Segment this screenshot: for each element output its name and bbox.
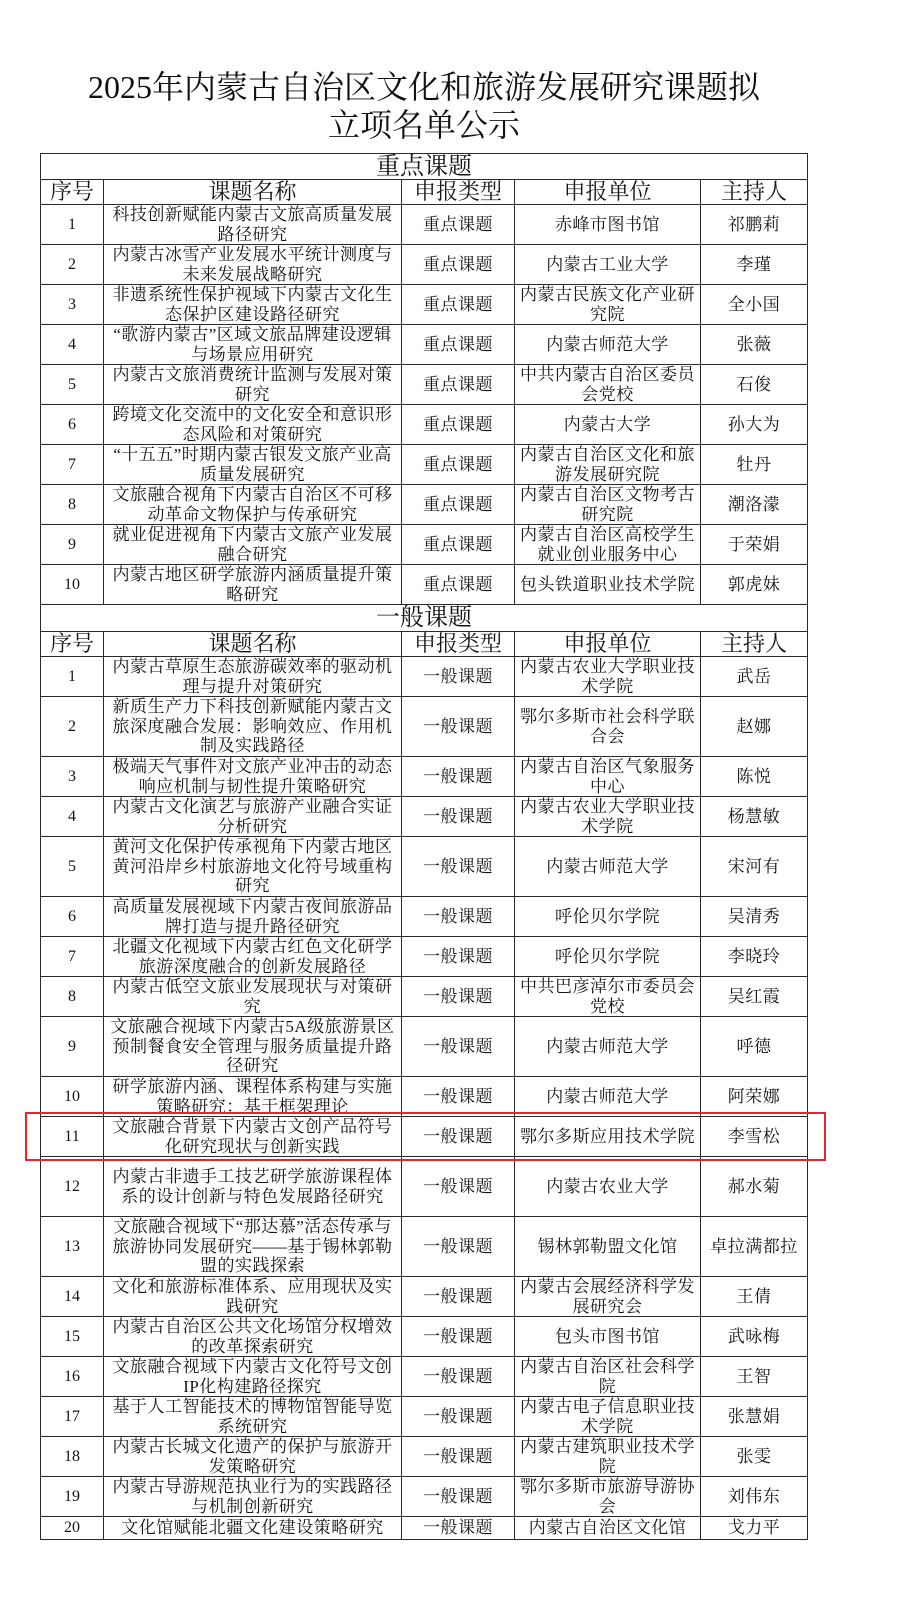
applicant-unit-cell: 内蒙古自治区社会科学院 xyxy=(515,1357,701,1396)
table-row xyxy=(41,977,807,1017)
applicant-unit-cell: 内蒙古师范大学 xyxy=(515,837,701,896)
project-title-cell: 高质量发展视域下内蒙古夜间旅游品牌打造与提升路径研究 xyxy=(104,897,402,936)
row-number-cell: 3 xyxy=(41,285,104,324)
host-cell: 吴红霞 xyxy=(727,986,781,1006)
host-cell: 石俊 xyxy=(736,374,772,394)
project-title-cell: 内蒙古导游规范执业行为的实践路径与机制创新研究 xyxy=(104,1477,402,1516)
project-type-cell: 重点课题 xyxy=(402,325,515,364)
project-type-cell: 一般课题 xyxy=(402,1017,515,1076)
row-number-cell: 5 xyxy=(41,837,104,896)
project-title-cell: 内蒙古地区研学旅游内涵质量提升策略研究 xyxy=(104,565,402,604)
project-type-cell: 一般课题 xyxy=(402,1277,515,1316)
project-type-cell: 重点课题 xyxy=(402,285,515,324)
host-cell: 戈力平 xyxy=(727,1518,781,1538)
project-type-cell: 一般课题 xyxy=(402,1217,515,1276)
table-row xyxy=(41,837,807,897)
project-title-cell: 文化和旅游标准体系、应用现状及实践研究 xyxy=(104,1277,402,1316)
project-title-cell: 极端天气事件对文旅产业冲击的动态响应机制与韧性提升策略研究 xyxy=(104,757,402,796)
row-number-cell: 12 xyxy=(41,1157,104,1216)
applicant-unit-cell: 内蒙古会展经济科学发展研究会 xyxy=(515,1277,701,1316)
row-number-cell: 8 xyxy=(41,485,104,524)
applicant-unit-cell: 呼伦贝尔学院 xyxy=(515,897,701,936)
applicant-unit-cell: 内蒙古自治区气象服务中心 xyxy=(515,757,701,796)
host-cell: 张薇 xyxy=(736,334,772,354)
applicant-unit-cell: 内蒙古大学 xyxy=(515,405,701,444)
project-title-cell: 黄河文化保护传承视角下内蒙古地区黄河沿岸乡村旅游地文化符号域重构研究 xyxy=(104,837,402,896)
host-cell: 李雪松 xyxy=(727,1126,781,1146)
table-row xyxy=(41,1517,807,1540)
host-cell: 陈悦 xyxy=(736,766,772,786)
applicant-unit-cell: 内蒙古民族文化产业研究院 xyxy=(515,285,701,324)
applicant-unit-cell: 内蒙古自治区高校学生就业创业服务中心 xyxy=(515,525,701,564)
row-number-cell: 9 xyxy=(41,525,104,564)
table-row xyxy=(41,1157,807,1217)
project-title-cell: 文旅融合视域下内蒙古文化符号文创IP化构建路径探究 xyxy=(104,1357,402,1396)
project-title-cell: 文旅融合背景下内蒙古文创产品符号化研究现状与创新实践 xyxy=(104,1117,402,1156)
table-row xyxy=(41,405,807,445)
project-title-cell: 内蒙古自治区公共文化场馆分权增效的改革探索研究 xyxy=(104,1317,402,1356)
applicant-unit-cell: 鄂尔多斯市旅游导游协会 xyxy=(515,1477,701,1516)
host-cell: 阿荣娜 xyxy=(727,1086,781,1106)
project-type-cell: 一般课题 xyxy=(402,977,515,1016)
applicant-unit-cell: 内蒙古自治区文化馆 xyxy=(515,1517,701,1539)
row-number-cell: 10 xyxy=(41,1077,104,1116)
table-row xyxy=(41,325,807,365)
row-number-cell: 20 xyxy=(41,1517,104,1539)
project-title-cell: “歌游内蒙古”区域文旅品牌建设逻辑与场景应用研究 xyxy=(104,325,402,364)
table-row xyxy=(41,565,807,605)
applicant-unit-cell: 内蒙古农业大学 xyxy=(515,1157,701,1216)
table-row xyxy=(41,657,807,697)
project-title-cell: 内蒙古长城文化遗产的保护与旅游开发策略研究 xyxy=(104,1437,402,1476)
host-cell: 祁鹏莉 xyxy=(727,214,781,234)
row-number-cell: 17 xyxy=(41,1397,104,1436)
column-header-unit: 申报单位 xyxy=(515,180,701,204)
host-cell: 吴清秀 xyxy=(727,906,781,926)
host-cell: 全小国 xyxy=(727,294,781,314)
table-row xyxy=(41,1357,807,1397)
project-title-cell: 新质生产力下科技创新赋能内蒙古文旅深度融合发展：影响效应、作用机制及实践路径 xyxy=(104,697,402,756)
project-title-cell: 科技创新赋能内蒙古文旅高质量发展路径研究 xyxy=(104,205,402,244)
host-cell: 杨慧敏 xyxy=(727,806,781,826)
project-title-cell: 基于人工智能技术的博物馆智能导览系统研究 xyxy=(104,1397,402,1436)
row-number-cell: 19 xyxy=(41,1477,104,1516)
table-row xyxy=(41,1077,807,1117)
row-number-cell: 1 xyxy=(41,205,104,244)
host-cell: 于荣娟 xyxy=(727,534,781,554)
project-type-cell: 一般课题 xyxy=(402,757,515,796)
applicant-unit-cell: 内蒙古建筑职业技术学院 xyxy=(515,1437,701,1476)
table-row xyxy=(41,757,807,797)
table-row xyxy=(41,1477,807,1517)
project-title-cell: 文旅融合视域下“那达慕”活态传承与旅游协同发展研究——基于锡林郭勒盟的实践探索 xyxy=(104,1217,402,1276)
project-title-cell: 内蒙古草原生态旅游碳效率的驱动机理与提升对策研究 xyxy=(104,657,402,696)
row-number-cell: 7 xyxy=(41,937,104,976)
table-row xyxy=(41,697,807,757)
applicant-unit-cell: 赤峰市图书馆 xyxy=(515,205,701,244)
row-number-cell: 4 xyxy=(41,797,104,836)
table-row xyxy=(41,365,807,405)
row-number-cell: 5 xyxy=(41,365,104,404)
project-title-cell: 文化馆赋能北疆文化建设策略研究 xyxy=(104,1517,402,1539)
column-header-type: 申报类型 xyxy=(402,632,515,656)
project-type-cell: 重点课题 xyxy=(402,565,515,604)
table-row xyxy=(41,1317,807,1357)
row-number-cell: 18 xyxy=(41,1437,104,1476)
applicant-unit-cell: 中共内蒙古自治区委员会党校 xyxy=(515,365,701,404)
row-number-cell: 9 xyxy=(41,1017,104,1076)
table-row xyxy=(41,897,807,937)
host-cell: 武岳 xyxy=(736,666,772,686)
row-number-cell: 6 xyxy=(41,897,104,936)
applicant-unit-cell: 内蒙古师范大学 xyxy=(515,325,701,364)
project-title-cell: 内蒙古非遗手工技艺研学旅游课程体系的设计创新与特色发展路径研究 xyxy=(104,1157,402,1216)
applicant-unit-cell: 呼伦贝尔学院 xyxy=(515,937,701,976)
project-title-cell: 内蒙古文旅消费统计监测与发展对策研究 xyxy=(104,365,402,404)
title-line-1: 2025年内蒙古自治区文化和旅游发展研究课题拟 xyxy=(87,69,760,105)
project-type-cell: 一般课题 xyxy=(402,837,515,896)
host-cell: 宋河有 xyxy=(727,856,781,876)
applicant-unit-cell: 内蒙古自治区文化和旅游发展研究院 xyxy=(515,445,701,484)
title-line-2: 立项名单公示 xyxy=(327,107,520,143)
host-cell: 张慧娟 xyxy=(727,1406,781,1426)
column-header-title: 课题名称 xyxy=(104,180,402,204)
project-table xyxy=(40,153,808,1540)
table-row xyxy=(41,1437,807,1477)
table-row xyxy=(41,445,807,485)
host-cell: 武咏梅 xyxy=(727,1326,781,1346)
applicant-unit-cell: 内蒙古自治区文物考古研究院 xyxy=(515,485,701,524)
column-header-number: 序号 xyxy=(41,632,104,656)
row-number-cell: 2 xyxy=(41,245,104,284)
project-title-cell: 内蒙古低空文旅业发展现状与对策研究 xyxy=(104,977,402,1016)
table-row xyxy=(41,1397,807,1437)
row-number-cell: 6 xyxy=(41,405,104,444)
column-header-host: 主持人 xyxy=(720,180,787,204)
applicant-unit-cell: 内蒙古电子信息职业技术学院 xyxy=(515,1397,701,1436)
applicant-unit-cell: 鄂尔多斯应用技术学院 xyxy=(515,1117,701,1156)
host-cell: 牡丹 xyxy=(736,454,772,474)
host-cell: 郝水菊 xyxy=(727,1176,781,1196)
row-number-cell: 13 xyxy=(41,1217,104,1276)
host-cell: 赵娜 xyxy=(736,716,772,736)
applicant-unit-cell: 鄂尔多斯市社会科学联合会 xyxy=(515,697,701,756)
table-row xyxy=(41,1117,807,1157)
project-title-cell: 内蒙古文化演艺与旅游产业融合实证分析研究 xyxy=(104,797,402,836)
project-type-cell: 重点课题 xyxy=(402,405,515,444)
host-cell: 卓拉满都拉 xyxy=(710,1236,798,1256)
project-type-cell: 重点课题 xyxy=(402,525,515,564)
project-title-cell: 研学旅游内涵、课程体系构建与实施策略研究：基于框架理论 xyxy=(104,1077,402,1116)
table-row xyxy=(41,1017,807,1077)
project-type-cell: 一般课题 xyxy=(402,1437,515,1476)
row-number-cell: 4 xyxy=(41,325,104,364)
row-number-cell: 1 xyxy=(41,657,104,696)
project-type-cell: 重点课题 xyxy=(402,365,515,404)
project-title-cell: 非遗系统性保护视域下内蒙古文化生态保护区建设路径研究 xyxy=(104,285,402,324)
project-type-cell: 重点课题 xyxy=(402,445,515,484)
project-title-cell: 就业促进视角下内蒙古文旅产业发展融合研究 xyxy=(104,525,402,564)
project-type-cell: 重点课题 xyxy=(402,205,515,244)
project-type-cell: 一般课题 xyxy=(402,657,515,696)
row-number-cell: 8 xyxy=(41,977,104,1016)
row-number-cell: 2 xyxy=(41,697,104,756)
table-row xyxy=(41,525,807,565)
project-type-cell: 一般课题 xyxy=(402,1517,515,1539)
table-row xyxy=(41,205,807,245)
project-title-cell: 北疆文化视域下内蒙古红色文化研学旅游深度融合的创新发展路径 xyxy=(104,937,402,976)
column-header-unit: 申报单位 xyxy=(515,632,701,656)
project-type-cell: 一般课题 xyxy=(402,1157,515,1216)
column-header-title: 课题名称 xyxy=(104,632,402,656)
table-row xyxy=(41,797,807,837)
project-title-cell: 文旅融合视角下内蒙古自治区不可移动革命文物保护与传承研究 xyxy=(104,485,402,524)
column-header-type: 申报类型 xyxy=(402,180,515,204)
column-header-number: 序号 xyxy=(41,180,104,204)
row-number-cell: 15 xyxy=(41,1317,104,1356)
table-row xyxy=(41,937,807,977)
project-type-cell: 一般课题 xyxy=(402,897,515,936)
project-title-cell: 文旅融合视域下内蒙古5A级旅游景区预制餐食安全管理与服务质量提升路径研究 xyxy=(104,1017,402,1076)
project-type-cell: 一般课题 xyxy=(402,1317,515,1356)
table-row xyxy=(41,245,807,285)
row-number-cell: 7 xyxy=(41,445,104,484)
project-type-cell: 一般课题 xyxy=(402,1477,515,1516)
row-number-cell: 14 xyxy=(41,1277,104,1316)
host-cell: 潮洛濛 xyxy=(727,494,781,514)
host-cell: 刘伟东 xyxy=(727,1486,781,1506)
project-type-cell: 一般课题 xyxy=(402,797,515,836)
applicant-unit-cell: 内蒙古师范大学 xyxy=(515,1017,701,1076)
host-cell: 王智 xyxy=(736,1366,772,1386)
project-type-cell: 一般课题 xyxy=(402,937,515,976)
project-type-cell: 一般课题 xyxy=(402,697,515,756)
table-header-row xyxy=(41,632,807,657)
column-header-host: 主持人 xyxy=(720,632,787,656)
row-number-cell: 16 xyxy=(41,1357,104,1396)
table-row xyxy=(41,1277,807,1317)
section-header-key: 重点课题 xyxy=(41,154,807,180)
row-number-cell: 10 xyxy=(41,565,104,604)
applicant-unit-cell: 包头市图书馆 xyxy=(515,1317,701,1356)
table-row xyxy=(41,485,807,525)
applicant-unit-cell: 中共巴彦淖尔市委员会党校 xyxy=(515,977,701,1016)
host-cell: 郭虎妹 xyxy=(727,574,781,594)
table-row xyxy=(41,285,807,325)
host-cell: 王倩 xyxy=(736,1286,772,1306)
table-header-row xyxy=(41,180,807,205)
project-type-cell: 重点课题 xyxy=(402,485,515,524)
applicant-unit-cell: 内蒙古农业大学职业技术学院 xyxy=(515,657,701,696)
host-cell: 李晓玲 xyxy=(727,946,781,966)
project-title-cell: 内蒙古冰雪产业发展水平统计测度与未来发展战略研究 xyxy=(104,245,402,284)
applicant-unit-cell: 内蒙古工业大学 xyxy=(515,245,701,284)
project-type-cell: 一般课题 xyxy=(402,1397,515,1436)
host-cell: 李瑾 xyxy=(736,254,772,274)
applicant-unit-cell: 内蒙古师范大学 xyxy=(515,1077,701,1116)
project-type-cell: 一般课题 xyxy=(402,1357,515,1396)
host-cell: 张雯 xyxy=(736,1446,772,1466)
project-type-cell: 重点课题 xyxy=(402,245,515,284)
applicant-unit-cell: 包头铁道职业技术学院 xyxy=(515,565,701,604)
row-number-cell: 11 xyxy=(41,1117,104,1156)
host-cell: 孙大为 xyxy=(727,414,781,434)
section-header-general: 一般课题 xyxy=(41,605,807,632)
table-row xyxy=(41,1217,807,1277)
applicant-unit-cell: 内蒙古农业大学职业技术学院 xyxy=(515,797,701,836)
project-title-cell: 跨境文化交流中的文化安全和意识形态风险和对策研究 xyxy=(104,405,402,444)
row-number-cell: 3 xyxy=(41,757,104,796)
project-title-cell: “十五五”时期内蒙古银发文旅产业高质量发展研究 xyxy=(104,445,402,484)
host-cell: 呼德 xyxy=(736,1036,772,1056)
applicant-unit-cell: 锡林郭勒盟文化馆 xyxy=(515,1217,701,1276)
project-type-cell: 一般课题 xyxy=(402,1077,515,1116)
project-type-cell: 一般课题 xyxy=(402,1117,515,1156)
document-title xyxy=(40,68,808,144)
